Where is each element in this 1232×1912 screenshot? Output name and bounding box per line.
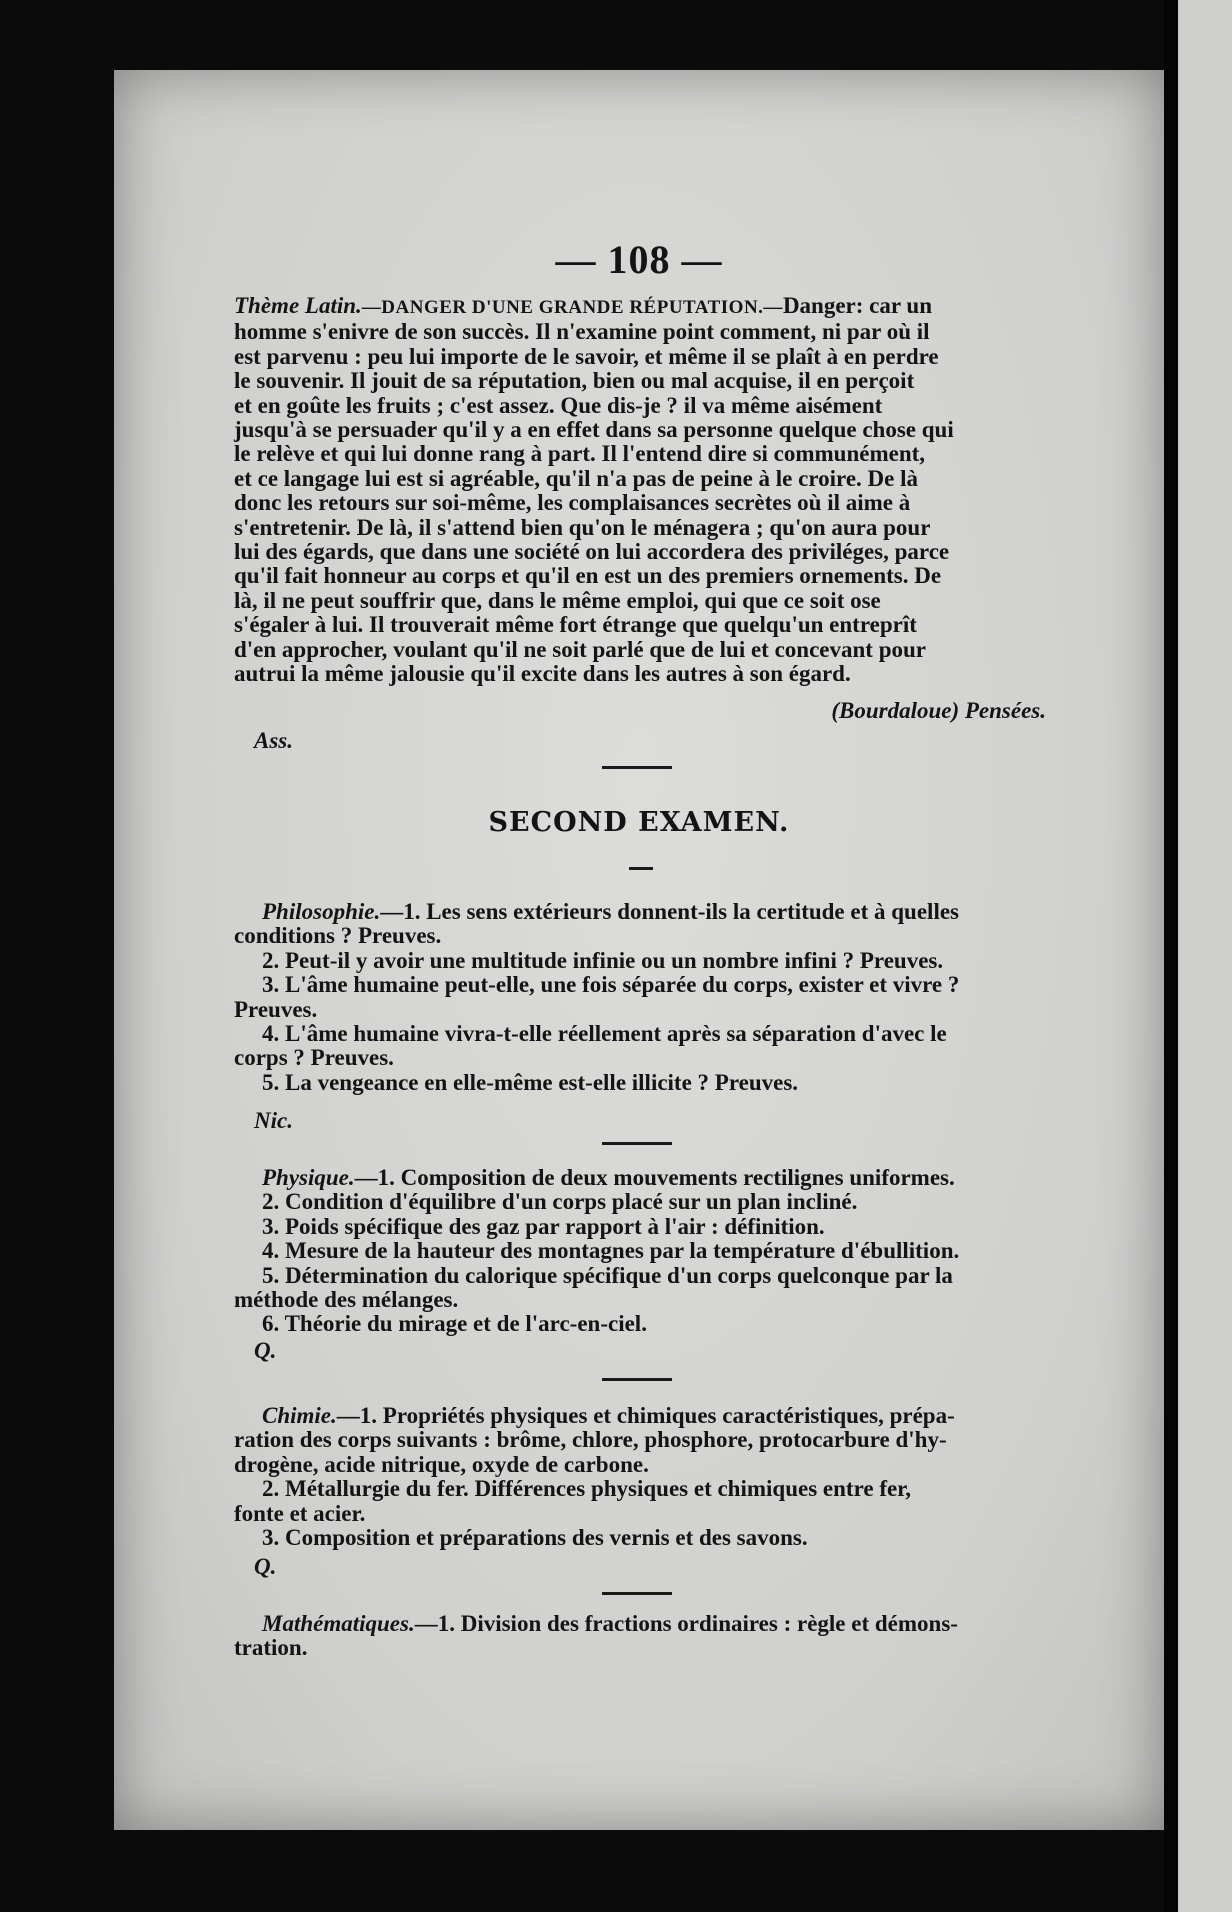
chimie-questions — [234, 1404, 1046, 1550]
initials-q: Q. — [254, 1338, 277, 1363]
theme-heading: Thème Latin. — [234, 293, 362, 318]
question-line — [234, 900, 1046, 924]
initials-ass: Ass. — [254, 728, 293, 753]
text-line: s'égaler à lui. Il trouverait même fort étrange que quelqu'un entreprît — [234, 612, 917, 638]
text-line: autrui la même jalousie qu'il excite dans les autres à son égard. — [234, 661, 851, 687]
question-line — [234, 1404, 1046, 1428]
separator-rule — [602, 1378, 672, 1381]
question-text: —1. Propriétés physiques et chimiques caractéristiques, prépa- — [336, 1403, 955, 1428]
physique-questions — [234, 1166, 1046, 1337]
question-line: tration. — [234, 1635, 308, 1661]
question-line: méthode des mélanges. — [234, 1287, 459, 1313]
text-line: et ce langage lui est si agréable, qu'il n'a pas de peine à le croire. De là — [234, 465, 918, 491]
text-line: est parvenu : peu lui importe de le savoir, et même il se plaît à en perdre — [234, 343, 939, 369]
book-page — [114, 70, 1164, 1830]
philosophie-heading: Philosophie. — [262, 899, 381, 924]
separator-rule — [602, 766, 672, 769]
separator-rule — [602, 1592, 672, 1595]
adjacent-page-edge — [1178, 0, 1232, 1912]
question-line — [234, 1612, 1046, 1636]
initials-nic: Nic. — [254, 1108, 293, 1133]
question-line: drogène, acide nitrique, oxyde de carbone. — [234, 1451, 649, 1477]
text-line: qu'il fait honneur au corps et qu'il en est un des premiers ornements. De — [234, 563, 942, 589]
question-line — [234, 1166, 1046, 1190]
question-line: 4. Mesure de la hauteur des montagnes par la température d'ébullition. — [262, 1238, 960, 1264]
question-line: 4. L'âme humaine vivra-t-elle réellement après sa séparation d'avec le — [262, 1021, 947, 1047]
question-line: 5. Détermination du calorique spécifique d'un corps quelconque par la — [262, 1262, 953, 1288]
question-line: 2. Condition d'équilibre d'un corps placé sur un plan incliné. — [262, 1189, 858, 1215]
question-line: 5. La vengeance en elle-même est-elle illicite ? Preuves. — [262, 1069, 799, 1095]
text-line: là, il ne peut souffrir que, dans le même emploi, qui que ce soit ose — [234, 587, 881, 613]
question-line: 3. L'âme humaine peut-elle, une fois séparée du corps, exister et vivre ? — [262, 972, 960, 998]
text-line: le souvenir. Il jouit de sa réputation, bien ou mal acquise, il en perçoit — [234, 368, 915, 394]
question-line: fonte et acier. — [234, 1500, 366, 1526]
question-line: corps ? Preuves. — [234, 1045, 394, 1071]
title-dash — [629, 867, 653, 870]
text-line: homme s'enivre de son succès. Il n'examine point comment, ni par où il — [234, 319, 930, 345]
question-line: 3. Composition et préparations des vernis et des savons. — [262, 1525, 808, 1551]
author-citation: (Bourdaloue) Pensées. — [831, 698, 1046, 723]
chimie-heading: Chimie. — [262, 1403, 337, 1428]
text-line: et en goûte les fruits ; c'est assez. Que dis-je ? il va même aisément — [234, 392, 883, 418]
question-text: —1. Composition de deux mouvements rectilignes uniformes. — [354, 1165, 955, 1190]
philosophie-questions — [234, 900, 1046, 1095]
theme-subtitle: —DANGER D'UNE GRANDE RÉPUTATION.— — [361, 297, 783, 318]
question-line: ration des corps suivants : brôme, chlore, phosphore, protocarbure d'hy- — [234, 1427, 947, 1453]
text-line: d'en approcher, voulant qu'il ne soit parlé que de lui et concevant pour — [234, 636, 926, 662]
mathematiques-questions — [234, 1612, 1046, 1661]
question-text: —1. Division des fractions ordinaires : règle et démons- — [414, 1611, 958, 1636]
question-line: 6. Théorie du mirage et de l'arc-en-ciel. — [262, 1311, 647, 1337]
separator-rule — [602, 1142, 672, 1145]
text-line: s'entretenir. De là, il s'attend bien qu'on le ménagera ; qu'on aura pour — [234, 514, 931, 540]
question-line: 3. Poids spécifique des gaz par rapport à l'air : définition. — [262, 1213, 825, 1239]
theme-first-line — [234, 294, 1046, 320]
page-number: — 108 — — [555, 237, 723, 282]
initials-q: Q. — [254, 1554, 277, 1579]
mathematiques-heading: Mathématiques. — [262, 1611, 415, 1636]
theme-latin-paragraph — [234, 294, 1046, 687]
question-line: 2. Peut-il y avoir une multitude infinie ou un nombre infini ? Preuves. — [262, 947, 944, 973]
text-line: lui des égards, que dans une société on lui accordera des priviléges, parce — [234, 539, 950, 565]
physique-heading: Physique. — [262, 1165, 355, 1190]
question-line: 2. Métallurgie du fer. Différences physiques et chimiques entre fer, — [262, 1476, 912, 1502]
question-line: Preuves. — [234, 996, 318, 1022]
text-line: donc les retours sur soi-même, les complaisances secrètes où il aime à — [234, 490, 911, 516]
text-line: le relève et qui lui donne rang à part. Il l'entend dire si communément, — [234, 441, 926, 467]
question-text: —1. Les sens extérieurs donnent-ils la certitude et à quelles — [380, 899, 959, 924]
question-line: conditions ? Preuves. — [234, 923, 442, 949]
text-line: jusqu'à se persuader qu'il y a en effet dans sa personne quelque chose qui — [234, 417, 954, 443]
text-line: Danger: car un — [782, 293, 932, 318]
section-title: SECOND EXAMEN. — [488, 807, 790, 838]
